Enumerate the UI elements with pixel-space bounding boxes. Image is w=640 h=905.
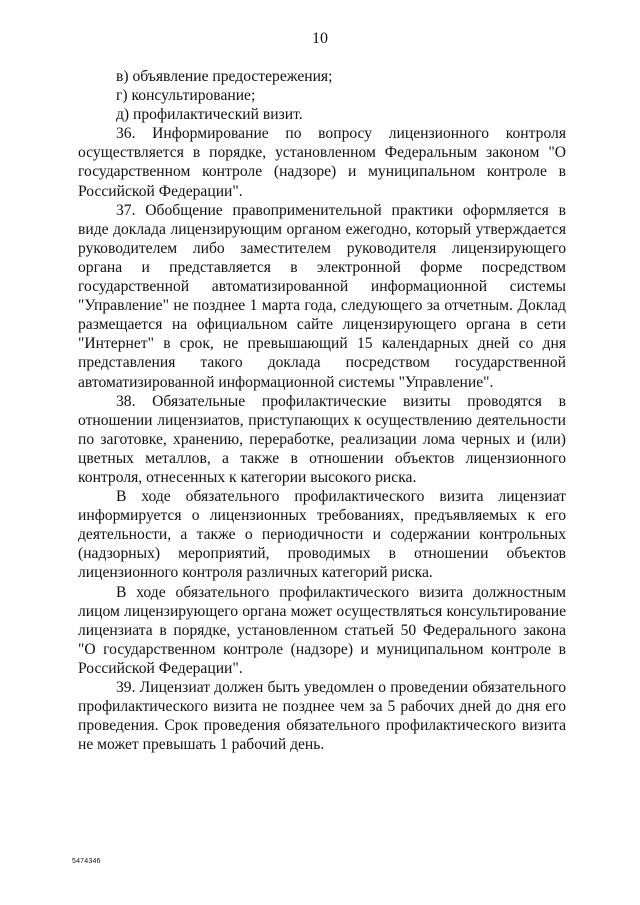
paragraph-36: 36. Информирование по вопросу лицензионного контроля осуществляется в порядке, установленном Федеральным законом "О государственном контроле (надзоре) и муниципальном контроле в Российской Федерации". xyxy=(78,125,566,200)
list-item: в) объявление предостережения; xyxy=(116,68,333,85)
document-body xyxy=(78,67,566,754)
page-number: 10 xyxy=(312,30,328,47)
paragraph-39: 39. Лицензиат должен быть уведомлен о проведении обязательного профилактического визита не позднее чем за 5 рабочих дней до дня его проведения. Срок проведения обязательного профилактического визита не может превышать 1 рабочий день. xyxy=(78,679,566,754)
paragraph-38-consulting: В ходе обязательного профилактического визита должностным лицом лицензирующего органа может осуществляться консультирование лицензиата в порядке, установленном статьей 50 Федерального закона "О государственном контроле (надзоре) и муниципальном контроле в Российской Федерации". xyxy=(78,583,566,677)
list-item: г) консультирование; xyxy=(116,87,256,105)
paragraph-37: 37. Обобщение правоприменительной практики оформляется в виде доклада лицензирующим органом ежегодно, который утверждается руководителем либо заместителем руководителя лицензирующего органа и представляется в электронной форме посредством государственной автоматизированной информационной системы "Управление" не позднее 1 марта года, следующего за отчетным. Доклад размещается на официальном сайте лицензирующего органа в сети "Интернет" в срок, не превышающий 15 календарных дней со дня представления такого доклада посредством государственной автоматизированной информационной системы "Управление". xyxy=(78,201,566,391)
paragraph-38-visit-info: В ходе обязательного профилактического визита лицензиат информируется о лицензионных требованиях, предъявляемых к его деятельности, а также о периодичности и содержании контрольных (надзорных) мероприятий, проводимых в отношении объектов лицензионного контроля различных категорий риска. xyxy=(78,488,566,582)
list-item: д) профилактический визит. xyxy=(116,106,303,124)
document-code: 5474346 xyxy=(72,858,101,865)
paragraph-38: 38. Обязательные профилактические визиты проводятся в отношении лицензиатов, приступающих к осуществлению деятельности по заготовке, хранению, переработке, реализации лома черных и (или) цветных металлов, а также в отношении объектов лицензионного контроля, отнесенных к категории высокого риска. xyxy=(78,392,566,486)
